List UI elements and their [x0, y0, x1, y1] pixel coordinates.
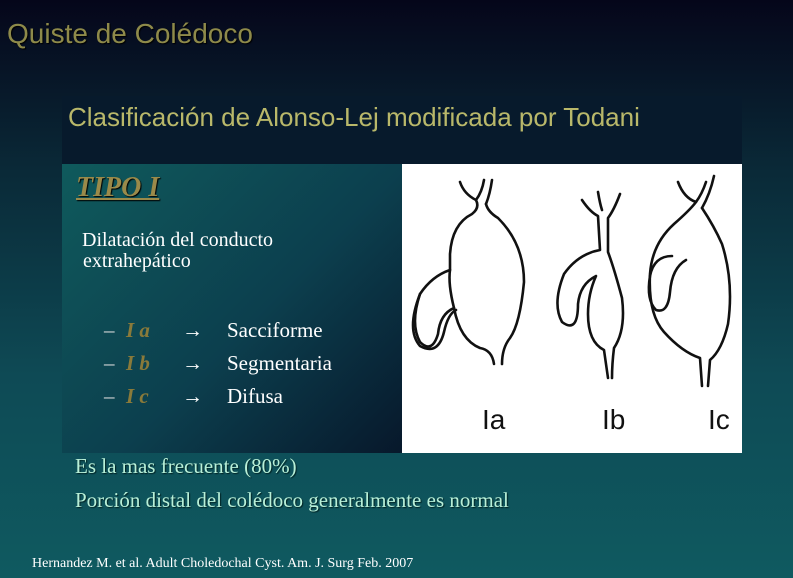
- reference-citation: Hernandez M. et al. Adult Choledochal Cyst. Am. J. Surg Feb. 2007: [32, 556, 414, 571]
- choledochal-cyst-diagram: [402, 164, 742, 453]
- label-ic: Ic: [708, 404, 730, 435]
- cyst-ia-drawing: [413, 180, 524, 364]
- type-panel: [62, 164, 402, 453]
- bullet-dash: –: [104, 318, 115, 342]
- bullet-dash: –: [104, 351, 115, 375]
- cyst-ib-drawing: [557, 192, 623, 378]
- type-heading: TIPO I: [76, 172, 160, 203]
- subtype-name: Sacciforme: [227, 318, 323, 342]
- subtype-name: Segmentaria: [227, 351, 332, 375]
- subtype-code: I a: [126, 318, 150, 342]
- subtitle-bar: [62, 96, 742, 164]
- description-line-2: extrahepático: [83, 250, 191, 272]
- classification-subtitle: Clasificación de Alonso-Lej modificada por Todani: [68, 102, 640, 132]
- bullet-dash: –: [104, 384, 115, 408]
- subtype-name: Difusa: [227, 384, 283, 408]
- subtype-code: I b: [126, 351, 150, 375]
- label-ia: Ia: [482, 404, 506, 435]
- description-line-1: Dilatación del conducto: [82, 229, 274, 251]
- arrow-icon: →: [182, 384, 203, 408]
- note-frequency: Es la mas frecuente (80%): [75, 454, 297, 478]
- type-description: [82, 230, 273, 272]
- arrow-icon: →: [182, 351, 203, 375]
- label-ib: Ib: [602, 404, 626, 435]
- note-distal-portion: Porción distal del colédoco generalmente es normal: [75, 488, 509, 512]
- subtype-code: I c: [126, 384, 149, 408]
- slide-title: Quiste de Colédoco: [7, 18, 253, 49]
- cyst-diagram-panel: [402, 164, 742, 453]
- arrow-icon: →: [182, 318, 203, 342]
- cyst-ic-drawing: [649, 176, 730, 386]
